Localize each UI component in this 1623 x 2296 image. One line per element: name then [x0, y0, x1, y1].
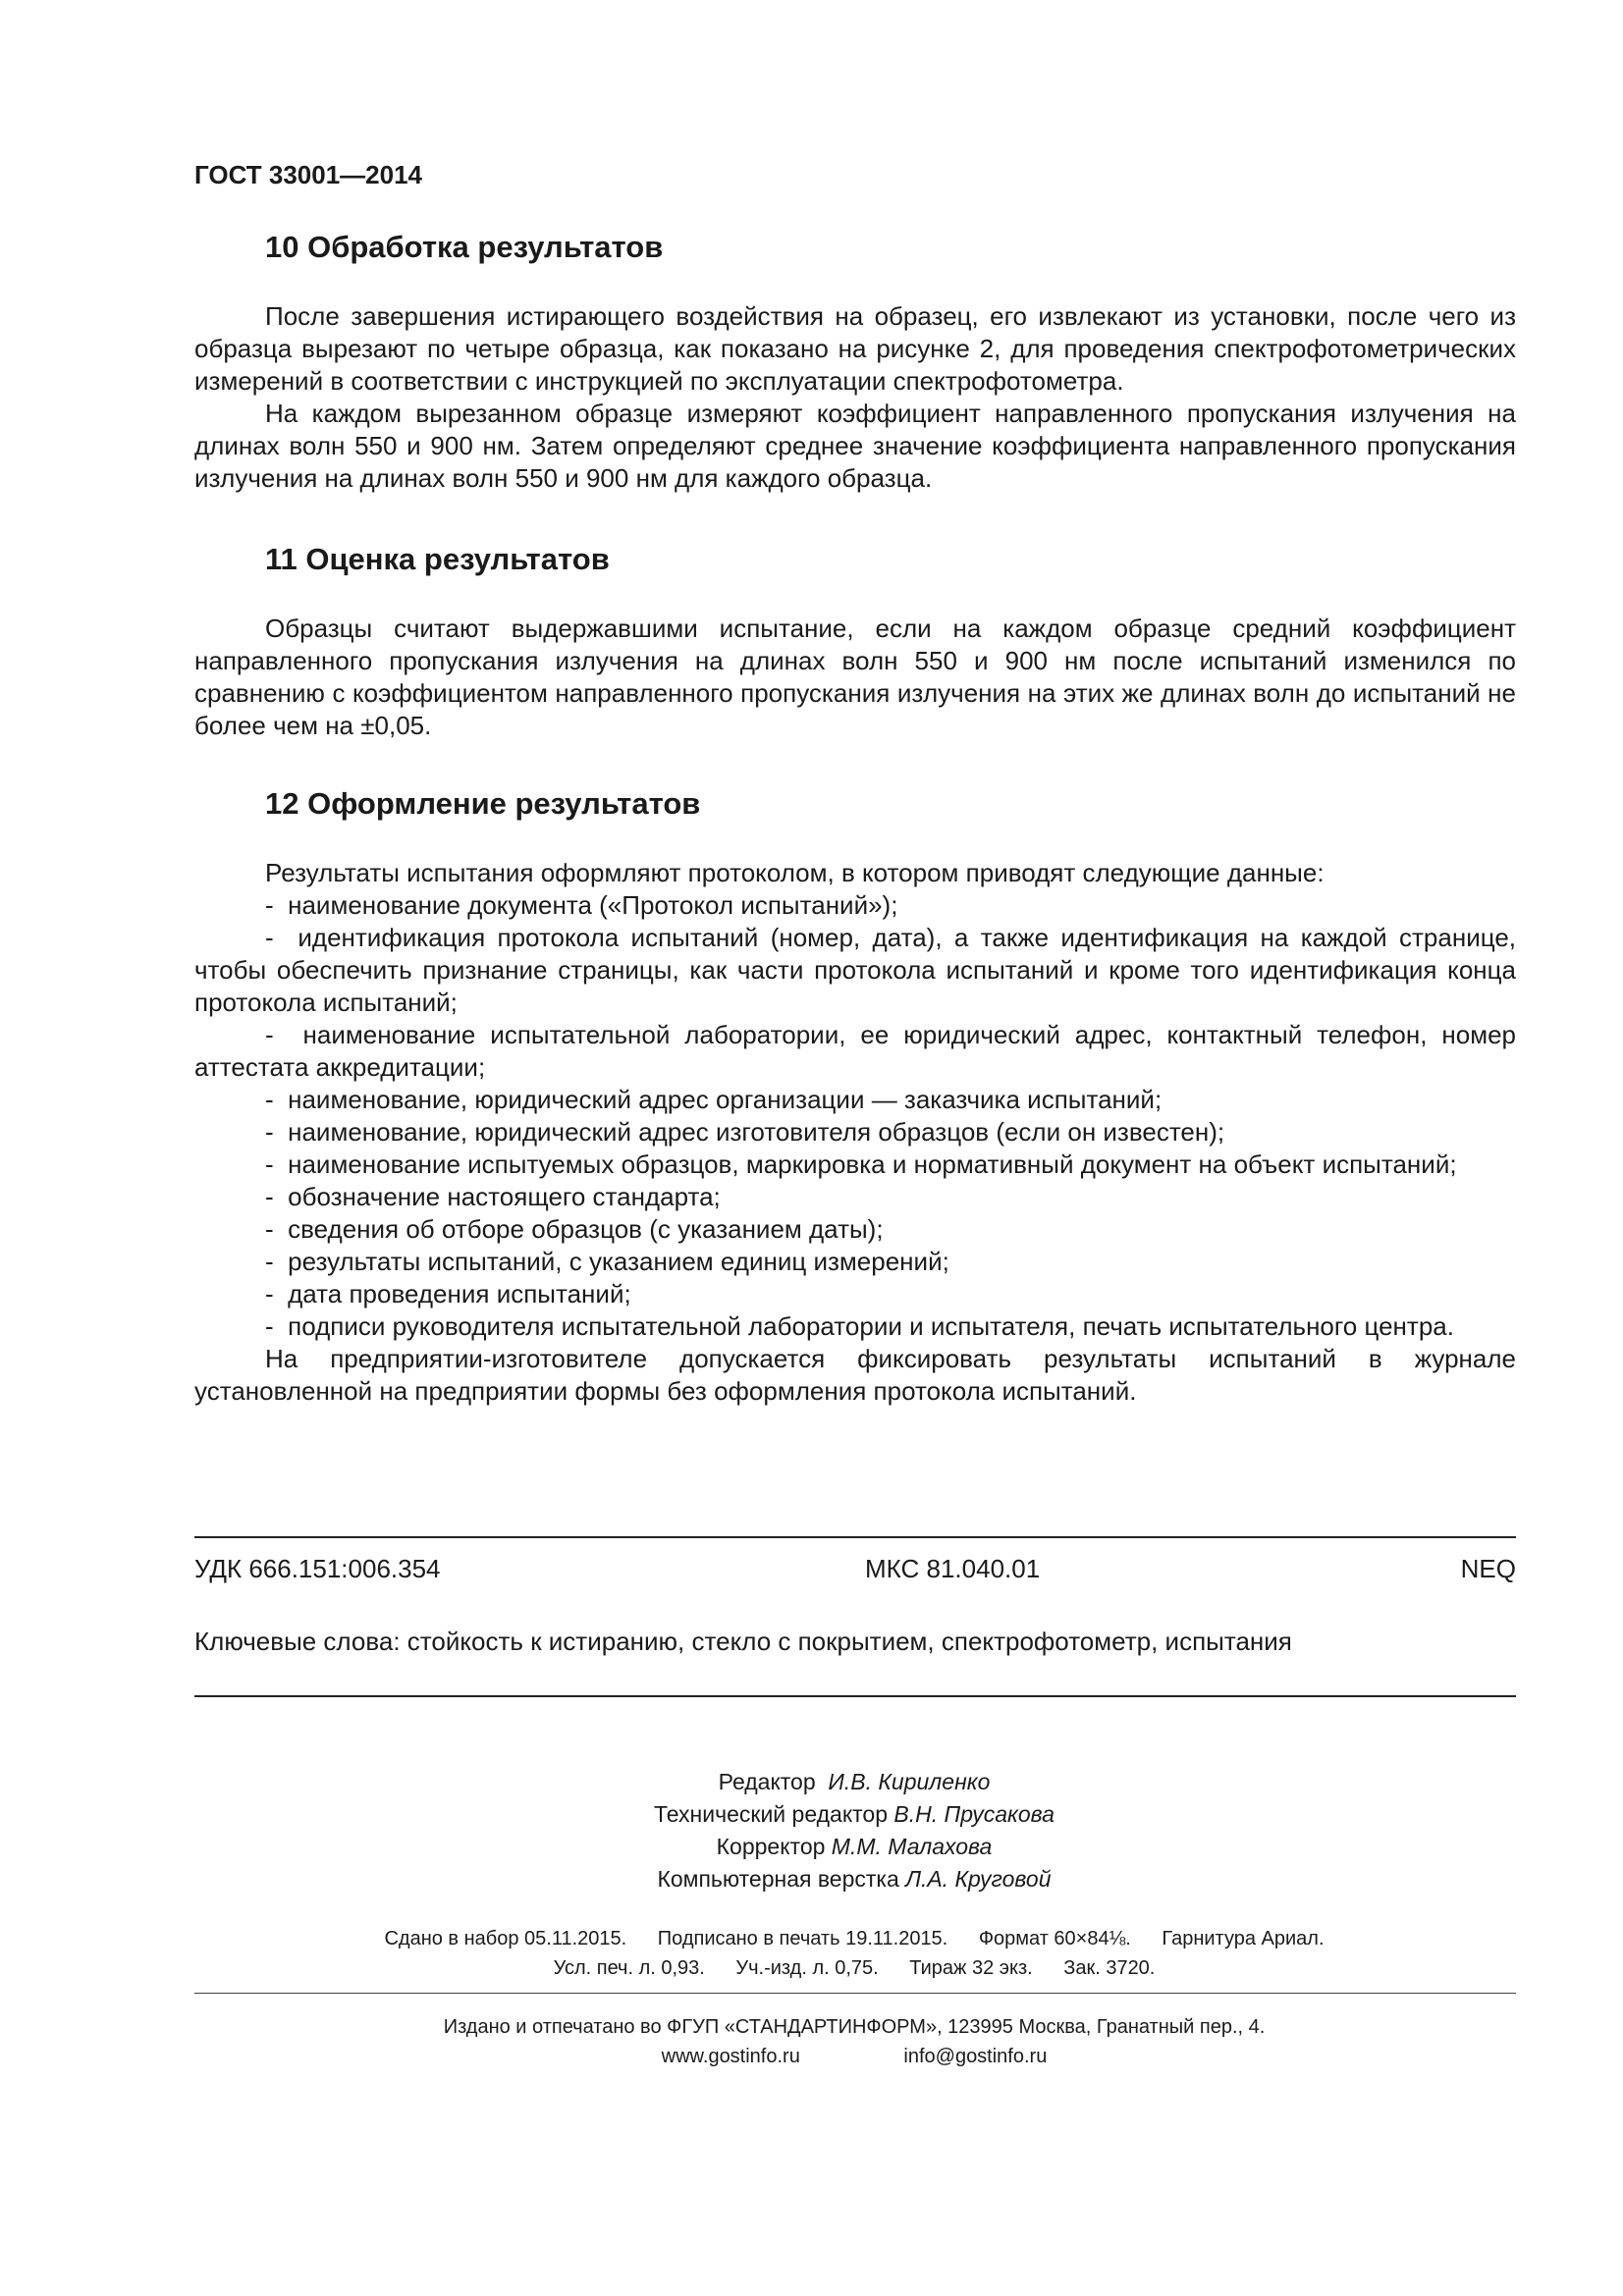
- corrector-line: Корректор М.М. Малахова: [716, 1834, 993, 1859]
- required-data-list: [194, 889, 1516, 1343]
- list-item: - подписи руководителя испытательной лаборатории и испытателя, печать испытательного центра.: [265, 1311, 1454, 1341]
- publisher-line: Издано и отпечатано во ФГУП «СТАНДАРТИНФОРМ», 123995 Москва, Гранатный пер., 4.: [443, 2016, 1266, 2038]
- section-11-title: 11 Оценка результатов: [265, 542, 610, 576]
- bottom-divider: [194, 1695, 1516, 1697]
- mks-code: МКС 81.040.01: [865, 1554, 1041, 1583]
- section-12-title: 12 Оформление результатов: [265, 786, 701, 821]
- tech-editor-line: Технический редактор В.Н. Прусакова: [654, 1801, 1055, 1827]
- list-item: - результаты испытаний, с указанием единиц измерений;: [265, 1247, 949, 1276]
- editor-line: Редактор И.В. Кириленко: [718, 1769, 991, 1794]
- list-item: - наименование испытательной лаборатории, ее юридический адрес, контактный телефон, номер аттестата аккредитации;: [194, 1020, 1516, 1082]
- list-item: - дата проведения испытаний;: [265, 1279, 631, 1308]
- top-divider: [194, 1536, 1516, 1538]
- keywords: Ключевые слова: стойкость к истиранию, стекло с покрытием, спектрофотометр, испытания: [194, 1627, 1292, 1656]
- list-item: - идентификация протокола испытаний (номер, дата), а также идентификация на каждой странице, чтобы обеспечить признание страницы, как части протокола испытаний и кроме того идентификация конца протокола испытаний;: [194, 923, 1517, 1017]
- section-12-intro: Результаты испытания оформляют протоколом, в котором приводят следующие данные:: [265, 858, 1325, 887]
- imprint-divider: [194, 1993, 1516, 1994]
- imprint-line-1: Сдано в набор 05.11.2015. Подписано в печать 19.11.2015. Формат 60×84⅛. Гарнитура Ариал.: [384, 1928, 1325, 1949]
- website-link[interactable]: www.gostinfo.ru: [661, 2046, 800, 2067]
- section-12-outro: На предприятии-изготовителе допускается фиксировать результаты испытаний в журнале установленной на предприятии формы без оформления протокола испытаний.: [194, 1344, 1516, 1406]
- section-10-title: 10 Обработка результатов: [265, 230, 664, 264]
- section-10-paragraph-1: После завершения истирающего воздействия на образец, его извлекают из установки, после чего из образца вырезают по четыре образца, как показано на рисунке 2, для проведения спектрофотометрических измерений в соответствии с инструкцией по эксплуатации спектрофотометра.: [194, 301, 1516, 396]
- list-item: - наименование, юридический адрес изготовителя образцов (если он известен);: [265, 1117, 1225, 1147]
- list-item: - наименование, юридический адрес организации — заказчика испытаний;: [265, 1085, 1163, 1114]
- email-link[interactable]: info@gostinfo.ru: [903, 2046, 1048, 2067]
- credits: [0, 1766, 1623, 1896]
- section-10-paragraph-2: На каждом вырезанном образце измеряют коэффициент направленного пропускания излучения на длинах волн 550 и 900 нм. Затем определяют среднее значение коэффициента направленного пропускания излучения на длинах волн 550 и 900 нм для каждого образца.: [194, 399, 1516, 493]
- section-12: [194, 784, 1516, 1408]
- layout-line: Компьютерная верстка Л.А. Круговой: [657, 1866, 1052, 1892]
- imprint-line-2: Усл. печ. л. 0,93. Уч.-изд. л. 0,75. Тираж 32 экз. Зак. 3720.: [553, 1957, 1156, 1979]
- contact-line: [324, 2042, 1384, 2071]
- classification-row: [194, 1552, 1516, 1585]
- list-item: - обозначение настоящего стандарта;: [265, 1182, 721, 1211]
- list-item: - наименование испытуемых образцов, маркировка и нормативный документ на объект испытаний;: [265, 1149, 1457, 1179]
- list-item: - наименование документа («Протокол испытаний»);: [265, 890, 898, 920]
- standard-number: ГОСТ 33001—2014: [194, 160, 422, 189]
- section-11: [194, 540, 1516, 742]
- section-10: [194, 228, 1516, 495]
- udk-code: УДК 666.151:006.354: [194, 1554, 441, 1583]
- neq-label: NEQ: [1460, 1554, 1516, 1583]
- section-11-paragraph-1: Образцы считают выдержавшими испытание, если на каждом образце средний коэффициент направленного пропускания излучения на длинах волн 550 и 900 нм после испытаний изменился по сравнению с коэффициентом направленного пропускания излучения на этих же длинах волн до испытаний не более чем на ±0,05.: [194, 614, 1516, 740]
- list-item: - сведения об отборе образцов (с указанием даты);: [265, 1214, 884, 1244]
